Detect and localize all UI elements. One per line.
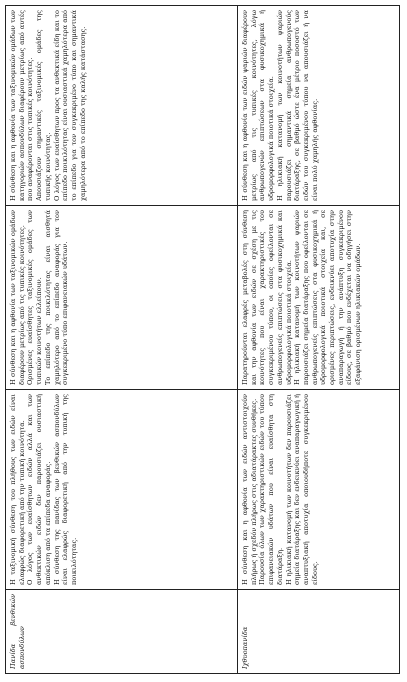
- cell-good-status: Η σύνθεση και η αφθονία των ταξινομικών ομάδων διαφέρουν μετρίως από τις τυπικές κοινότητες. Ορισμένες ευαίσθητες ταξινομικές ομάδες των τυπικών κοινοτήτων ελλείπουν. Το επίπεδο της ποικιλότητας είναι αισθητά χαμηλότερο από το επίπεδο αναφοράς για τον συγκεκριμένο τύπο επιφανειακών υδάτων.: [6, 206, 238, 390]
- cell-moderate-status: Η σύνθεση και η αφθονία των ειδών ψαριών διαφέρουν μετρίως από τις τυπικές κοινότητες, λόγω ανθρωπογενών επιπτώσεων στα φυσικοχημικά ή υδρομορφολογικά ποιοτικά στοιχεία. Η ηλικιακή κατανομή των κοινοτήτων ψαριών παρουσιάζει σημαντικά σημεία ανθρωπογενούς διατάραξης, σε βαθμό ώστε ένα μέτριο ποσοστό των ειδών του συγκεκριμένου τύπου να απουσιάζει ή να είναι πολύ χαμηλής αφθονίας.: [238, 6, 400, 206]
- row-label-fish-fauna: Ιχθυοπανίδα: [238, 590, 400, 674]
- table-row: [238, 6, 400, 674]
- ecological-status-table: [5, 5, 400, 674]
- cell-moderate-status: Η σύνθεση και η αφθονία των ταξινομικών ομάδων των κατηγοριών ασπονδύλων διαφέρουν μετρίως από αυτές που αναφέρονται στις τυπικές κοινότητες. Απουσιάζουν σημαντικές ταξινομικές ομάδες της τυπικής κοινότητας. Ο λόγος των ευαίσθητων προς τα ανθεκτικά είδη και το επίπεδο ποικιλότητας είναι ουσιαστικά χαμηλότερα από το επίπεδο για τον συγκεκριμένο τύπο και σημαντικά χαμηλότερα από το επίπεδο της καλής κατάστασης.: [6, 6, 238, 206]
- table-row: [6, 6, 238, 674]
- cell-good-status: Παρατηρούνται ελαφρές μεταβολές στη σύνθεση και την αφθονία των ειδών σε σχέση με τις κοινότητες που είναι χαρακτηριστικές του συγκεκριμένου τύπου, οι οποίες οφείλονται σε ανθρωπογενείς επιπτώσεις στα φυσικοχημικά και υδρομορφολογικά ποιοτικά στοιχεία. Η ηλικιακή κατανομή των κοινοτήτων ψαριών παρουσιάζει σημεία διατάραξης που οφείλονται σε ανθρωπογενείς επιπτώσεις στα φυσικοχημικά ή υδρομορφολογικά ποιοτικά στοιχεία και, σε ορισμένες περιπτώσεις, ενδεικνύει αποτυχία στην αναπαραγωγή ή την ανάπτυξη συγκεκριμένου είδους, σε βαθμό που ενδέχεται να οδηγήσει στην εξαφάνιση ορισμένων ηλικιακών ομάδων.: [238, 206, 400, 390]
- rotated-table-wrapper: [5, 6, 399, 674]
- row-label-benthic-invertebrates: Πανίδα βενθικών ασπονδύλων: [6, 590, 238, 674]
- cell-high-status: Η ταξινομική σύνθεση του πλήθους των ειδών είναι ελαφρώς διαφορετική από την τυπική κοινότητα. Ο λόγος των ευαίσθητων ειδών αλλά και των ανθεκτικών ειδών δεν παρουσιάζει ουσιαστική απόκλιση από τα επίπεδα αναφοράς. Η σύνθεση της πανίδας των βενθικών ασπονδύλων είναι ελαφρώς διαφορετική από την τυπική της ποικιλότητας.: [6, 390, 238, 590]
- cell-high-status: Η σύνθεση και η αφθονία των ειδών αντιστοιχούν πλήρως ή σχεδόν πλήρως στις αδιατάρακτες συνθήκες. Παρουσία όλων των χαρακτηριστικών ειδών του τύπου επιφανειακών υδάτων που είναι ευαίσθητα στη διατάραξη. Η ηλικιακή κατανομή των κοινοτήτων δεν παρουσιάζει σημεία διατάραξης και δεν ενδεικνύει αναπαραγωγική ή αναπτυξιακή αποτυχία οποιουδήποτε συγκεκριμένου είδους.: [238, 390, 400, 590]
